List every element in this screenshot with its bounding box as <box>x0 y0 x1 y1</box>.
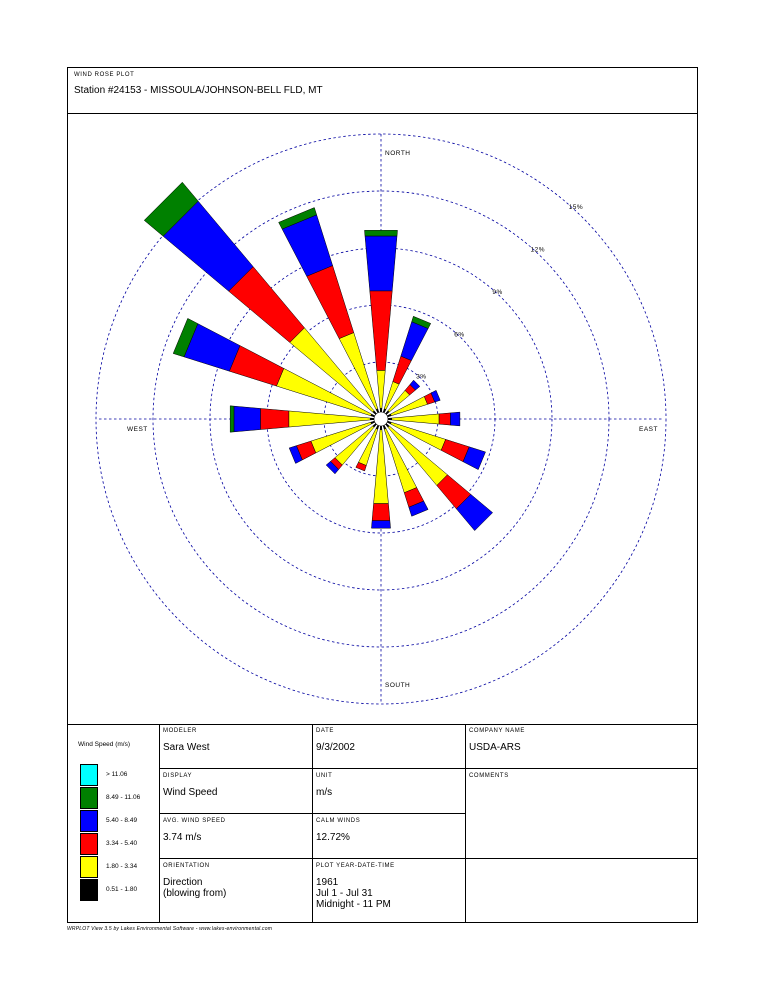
petal-segment <box>307 266 354 339</box>
empty-cell <box>466 859 698 922</box>
display-label: DISPLAY <box>163 773 193 779</box>
legend-swatch <box>80 856 98 878</box>
date-value: 9/3/2002 <box>316 742 355 753</box>
petal-segment <box>289 411 370 427</box>
legend-item <box>80 879 170 901</box>
petal-segment <box>388 418 392 420</box>
petal-segment <box>392 414 439 424</box>
petal-segment <box>372 504 390 521</box>
unit-cell <box>313 769 466 814</box>
modeler-cell <box>160 724 313 769</box>
ring-label-15: 15% <box>568 204 584 212</box>
petal-segment <box>374 430 389 504</box>
legend-item <box>80 833 170 855</box>
orientation-value: Direction (blowing from) <box>163 877 227 899</box>
avg-speed-cell <box>160 814 313 859</box>
avg-speed-value: 3.74 m/s <box>163 832 202 843</box>
date-cell <box>313 724 466 769</box>
legend-item <box>80 764 170 786</box>
legend-panel <box>68 724 160 922</box>
legend-item <box>80 810 170 832</box>
station-title: Station #24153 - MISSOULA/JOHNSON-BELL FLD, MT <box>74 85 323 96</box>
display-value: Wind Speed <box>163 787 218 798</box>
legend-swatch <box>80 787 98 809</box>
legend-swatch <box>80 879 98 901</box>
modeler-value: Sara West <box>163 742 210 753</box>
company-label: COMPANY NAME <box>469 728 525 734</box>
legend-label: 5.40 - 8.49 <box>106 817 138 824</box>
calm-cell <box>313 814 466 859</box>
petal-segment <box>450 412 459 426</box>
petal-segment <box>260 408 288 429</box>
info-table <box>67 724 698 923</box>
west-label: WEST <box>127 426 148 433</box>
petal-segment <box>371 521 390 529</box>
chart-area <box>67 113 698 725</box>
legend-item <box>80 856 170 878</box>
petal-segment <box>370 291 392 370</box>
petal-segment <box>380 426 382 430</box>
petal-90 <box>388 412 460 426</box>
petal-segment <box>377 370 386 408</box>
comments-label: COMMENTS <box>469 773 509 779</box>
petal-segment <box>364 230 397 236</box>
comments-cell <box>466 769 698 859</box>
petal-segment <box>393 356 412 384</box>
company-cell <box>466 724 698 769</box>
date-label: DATE <box>316 728 334 734</box>
unit-value: m/s <box>316 787 333 798</box>
petal-segment <box>230 406 234 432</box>
legend-title: Wind Speed (m/s) <box>78 741 131 748</box>
petal-segment <box>365 236 397 291</box>
legend-label: 0.51 - 1.80 <box>106 886 138 893</box>
north-label: NORTH <box>385 150 411 157</box>
legend-swatch <box>80 810 98 832</box>
footer-credit: WRPLOT View 3.5 by Lakes Environmental Software - www.lakes-environmental.com <box>67 926 273 932</box>
plot-period-label: PLOT YEAR-DATE-TIME <box>316 863 395 869</box>
wind-rose-chart <box>68 114 697 724</box>
legend-label: 8.49 - 11.06 <box>106 794 141 801</box>
calm-circle <box>374 412 388 426</box>
header-box <box>67 67 698 114</box>
calm-value: 12.72% <box>316 832 350 843</box>
avg-speed-label: AVG. WIND SPEED <box>163 818 226 824</box>
unit-label: UNIT <box>316 773 333 779</box>
petal-segment <box>439 413 450 425</box>
legend-label: > 11.06 <box>106 771 128 778</box>
legend-label: 3.34 - 5.40 <box>106 840 138 847</box>
petal-180 <box>371 426 390 528</box>
south-label: SOUTH <box>385 682 411 689</box>
plot-type-label: WIND ROSE PLOT <box>74 72 135 78</box>
company-value: USDA-ARS <box>469 742 521 753</box>
petal-segment <box>370 418 374 420</box>
display-cell <box>160 769 313 814</box>
legend-swatch <box>80 833 98 855</box>
east-label: EAST <box>639 426 658 433</box>
plot-period-value: 1961 Jul 1 - Jul 31 Midnight - 11 PM <box>316 877 391 910</box>
ring-label-12: 12% <box>530 246 546 254</box>
legend-label: 1.80 - 3.34 <box>106 863 138 870</box>
ring-label-3: 3% <box>416 373 427 381</box>
petal-segment <box>401 322 428 361</box>
ring-label-6: 6% <box>454 331 465 339</box>
plot-period-cell <box>313 859 466 922</box>
petal-segment <box>380 408 382 412</box>
orientation-label: ORIENTATION <box>163 863 210 869</box>
petal-segment <box>234 406 260 432</box>
orientation-cell <box>160 859 313 922</box>
calm-label: CALM WINDS <box>316 818 361 824</box>
legend-swatch <box>80 764 98 786</box>
modeler-label: MODELER <box>163 728 197 734</box>
ring-label-9: 9% <box>492 288 503 296</box>
legend-item <box>80 787 170 809</box>
